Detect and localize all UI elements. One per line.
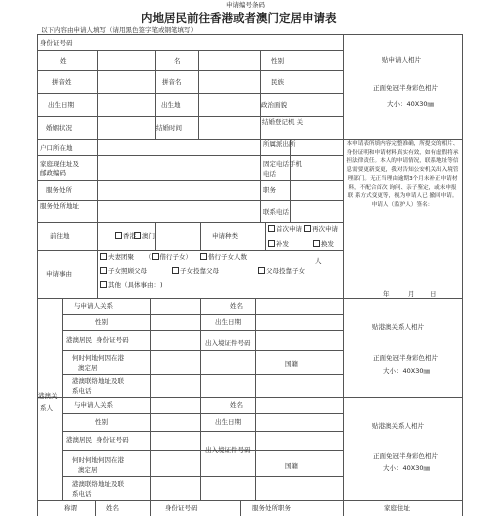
family-col-address: 家庭住址 [384, 504, 410, 512]
label-police-station: 所属派出所 [263, 140, 296, 148]
label-postcode: 邮政编码 [40, 169, 66, 177]
family-col-id: 身份证号码 [165, 504, 198, 512]
label-political: 政治面貌 [261, 101, 287, 109]
applicant-photo-spec: 正面免冠半身彩色相片 [373, 84, 438, 92]
label-pinyin-surname: 拼音姓 [52, 78, 72, 86]
rel2-addr-2: 系电话 [72, 490, 92, 498]
reason-count-blank[interactable]: 人 [315, 257, 322, 265]
label-hukou: 户口所在地 [40, 144, 73, 152]
fill-instruction: 以下内容由申请人填写（请用黑色签字笔或钢笔填写） [41, 26, 197, 34]
label-reason: 申请事由 [46, 270, 72, 278]
label-workplace-address: 服务处所地址 [40, 202, 79, 210]
rel1-when-2: 澳定居 [78, 364, 98, 372]
checkbox-exchange[interactable] [313, 240, 334, 248]
rel2-travel-doc: 出入境证件号码 [205, 446, 251, 454]
checkbox-first-label: 首次申请 [276, 225, 302, 233]
label-destination: 前往地 [50, 232, 70, 240]
checkbox-exchange-label: 换发 [321, 240, 334, 248]
date-year: 年 [383, 290, 390, 298]
label-birth-place: 出生地 [161, 101, 181, 109]
rel1-birth: 出生日期 [215, 318, 241, 326]
label-application-type: 申请种类 [212, 232, 238, 240]
label-ethnicity: 民族 [271, 78, 284, 86]
declaration-notes: 本申请表所填内容完整准确，所提交的相片、身份证明和申请材料真实有效，如有虚假将承担法律责任。本人的申请情况，联系地址等信息需要更新变更，我对告知公安机关出入境管理部门。无正当理由逾期3个月未补正申请材料，不配合首次 询问、亲子鉴定，或未申报联 系方式变更等，视为申请人已 撤回申请。申请人（监护人）签名： [346, 141, 459, 208]
application-number-label: 申请编号条码 [226, 1, 265, 9]
checkbox-supplement[interactable] [268, 240, 289, 248]
rel2-when-2: 澳定居 [78, 466, 98, 474]
applicant-photo-label: 贴申请人相片 [382, 56, 421, 64]
rel1-id [66, 336, 129, 344]
reason-care-parents-label: 子女照顾父母 [108, 267, 147, 275]
checkbox-child-join-parents[interactable] [172, 267, 219, 275]
checkbox-other-reason[interactable] [100, 281, 160, 289]
label-birth-date: 出生日期 [48, 101, 74, 109]
checkbox-hongkong[interactable] [115, 232, 136, 240]
form-title: 内地居民前往香港或者澳门定居申请表 [141, 11, 337, 25]
rel2-birth: 出生日期 [215, 418, 241, 426]
rel1-travel-doc: 出入境证件号码 [205, 339, 251, 347]
rel2-gender: 性别 [95, 418, 108, 426]
family-col-name: 姓名 [106, 504, 119, 512]
reason-parents-join-label: 父母投靠子女 [266, 267, 305, 275]
checkbox-child-count[interactable] [200, 253, 247, 261]
family-col-relation: 称谓 [64, 504, 77, 512]
reason-child-count-label: 偕行子女人数 [208, 253, 247, 261]
checkbox-hongkong-label: 香港 [123, 232, 136, 240]
family-col-work: 服务处所职务 [252, 504, 291, 512]
label-marriage-office: 结婚登记机 关 [262, 118, 304, 126]
rel1-nationality: 国籍 [285, 360, 298, 368]
rel2-nationality: 国籍 [285, 462, 298, 470]
reason-join-parents-label: 子女投靠父母 [180, 267, 219, 275]
checkbox-supplement-label: 补发 [276, 240, 289, 248]
checkbox-spouse-reunion[interactable] [100, 253, 134, 261]
rel1-addr-2: 系电话 [72, 387, 92, 395]
rel1-photo-spec: 正面免冠半身彩色相片 [373, 354, 438, 362]
checkbox-again-label: 再次申请 [312, 225, 338, 233]
checkbox-accompanying-child[interactable]: （ 偕行子女） [145, 253, 192, 261]
label-given-name: 名 [174, 57, 181, 65]
date-day: 日 [430, 290, 437, 298]
checkbox-reapplication[interactable] [304, 225, 338, 233]
checkbox-macau[interactable] [134, 232, 155, 240]
rel1-id-l2: 身份证号码 [96, 336, 129, 344]
relatives-side-label-2: 系人 [40, 404, 53, 412]
rel1-when: 何时何地何因在港 [72, 354, 124, 362]
rel1-relation: 与申请人关系 [74, 302, 113, 310]
label-marriage-date: 结婚时间 [156, 124, 182, 132]
rel2-relation: 与申请人关系 [74, 401, 113, 409]
relatives-side-label: 港澳关 [38, 392, 58, 400]
label-marital: 婚姻状况 [46, 124, 72, 132]
reason-other-label: 其他（具体事由： [108, 281, 160, 289]
reason-other-close: ) [160, 281, 163, 289]
rel1-photo-label: 贴港澳关系人相片 [372, 323, 424, 331]
rel2-name: 姓名 [230, 401, 243, 409]
checkbox-first-application[interactable] [268, 225, 302, 233]
reason-accompany-label: 偕行子女 [159, 253, 186, 261]
rel2-photo-size: 大小：40X30㎜ [383, 464, 430, 472]
checkbox-macau-label: 澳门 [142, 232, 155, 240]
label-pinyin-given: 拼音名 [162, 78, 182, 86]
rel2-photo-spec: 正面免冠半身彩色相片 [373, 452, 438, 460]
rel1-id-l1: 港澳居民 [66, 336, 92, 344]
label-address: 家庭现住址及 [40, 160, 79, 168]
label-phone: 固定电话手机 [263, 160, 302, 168]
rel1-gender: 性别 [95, 318, 108, 326]
rel2-addr: 港澳联络地址及联 [72, 480, 124, 488]
rel2-id-l1: 港澳居民 [66, 436, 92, 444]
applicant-photo-size: 大小：40X30㎜ [387, 100, 434, 108]
checkbox-child-care-parents[interactable] [100, 267, 147, 275]
rel2-id-l2: 身份证号码 [96, 436, 129, 444]
label-contact-phone: 联系电话 [263, 208, 289, 216]
date-month: 月 [408, 290, 415, 298]
label-id-no: 身份证号码 [40, 39, 73, 47]
checkbox-parents-join-child[interactable] [258, 267, 305, 275]
rel2-photo-label: 贴港澳关系人相片 [372, 422, 424, 430]
rel1-addr: 港澳联络地址及联 [72, 377, 124, 385]
rel1-name: 姓名 [230, 302, 243, 310]
label-surname: 姓 [60, 57, 67, 65]
label-position: 职务 [263, 186, 276, 194]
rel1-photo-size: 大小：40X30㎜ [383, 367, 430, 375]
rel2-when: 何时何地何因在港 [72, 456, 124, 464]
label-workplace: 服务处所 [46, 186, 72, 194]
reason-spouse-label: 夫妻团聚 [108, 253, 134, 261]
label-phone-2: 电话 [263, 170, 276, 178]
rel2-id [66, 436, 129, 444]
label-gender: 性别 [271, 57, 284, 65]
